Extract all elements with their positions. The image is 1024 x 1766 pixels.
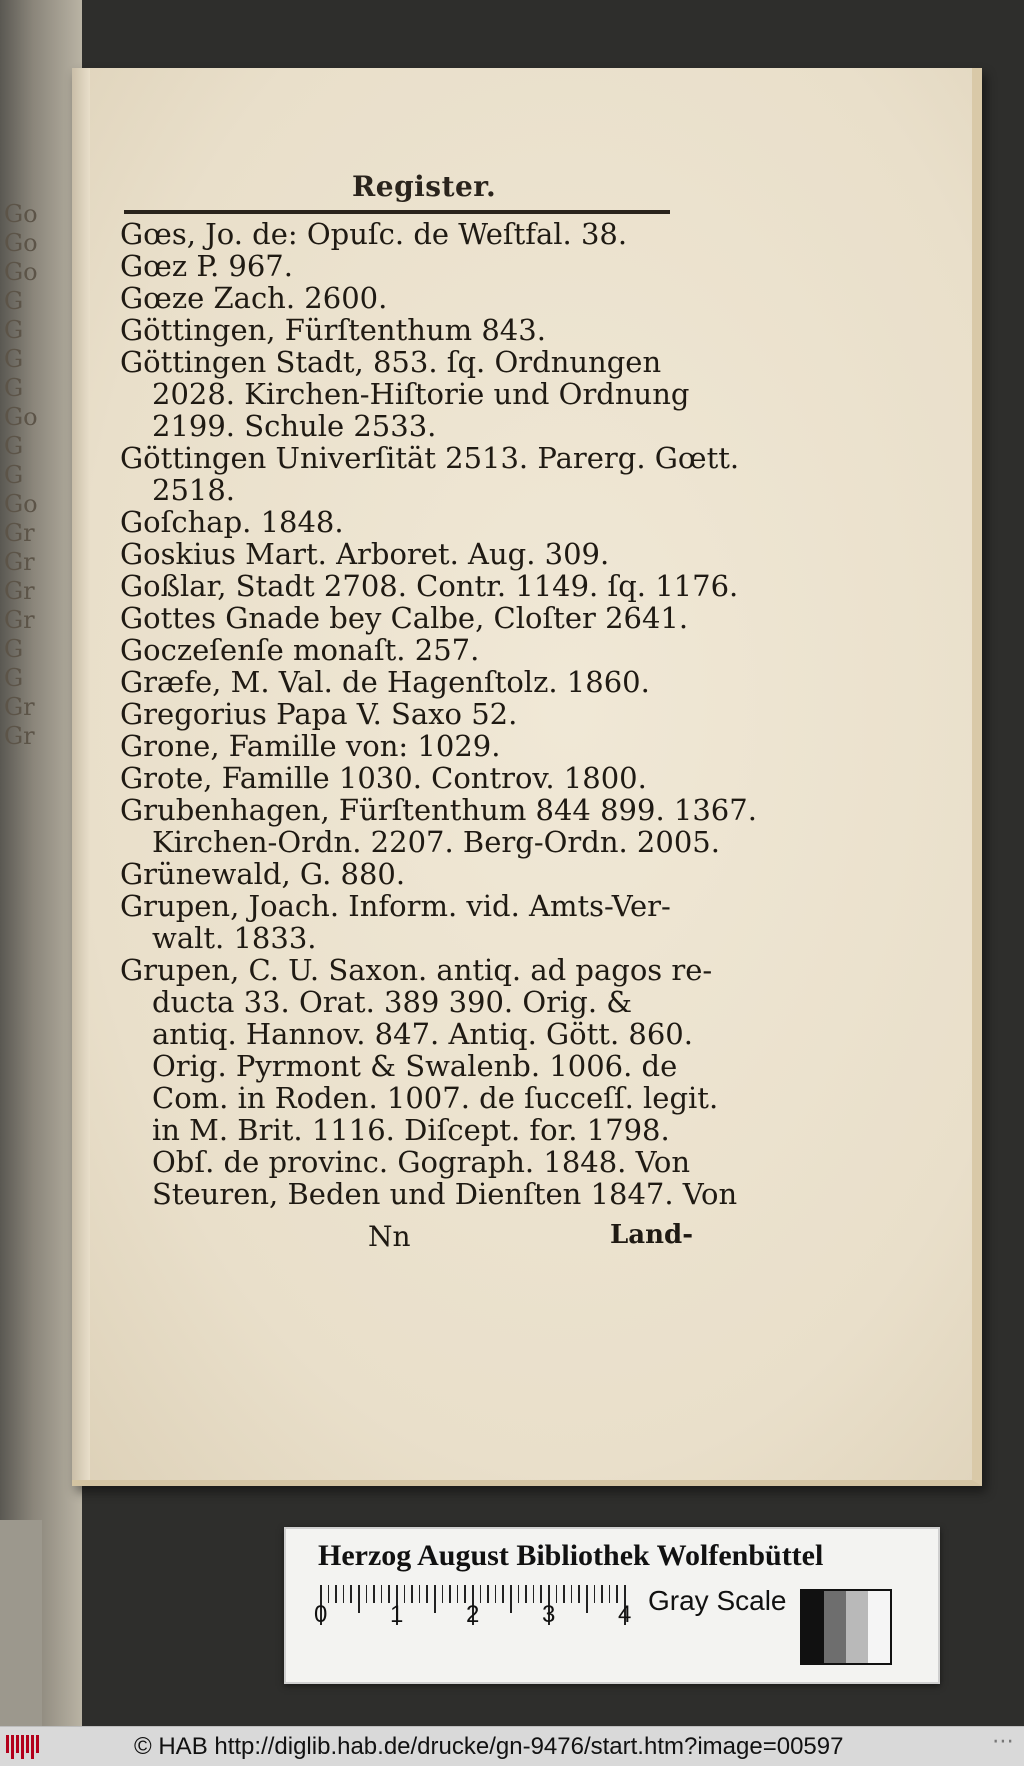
left-page-fragment: G bbox=[4, 316, 24, 344]
entry-line: Grone, Famille von: 1029. bbox=[120, 729, 501, 763]
ruler-tick bbox=[381, 1585, 383, 1603]
logo-bar bbox=[6, 1735, 9, 1753]
ruler-tick bbox=[518, 1585, 520, 1603]
entry-continuation-line: Steuren, Beden und Dienſten 1847. Von bbox=[152, 1177, 738, 1211]
entry-line: Grote, Famille 1030. Controv. 1800. bbox=[120, 761, 647, 795]
left-page-fragment: Go bbox=[4, 200, 38, 228]
entry-line: Grubenhagen, Fürſtenthum 844 899. 1367. bbox=[120, 793, 757, 827]
gray-patch bbox=[846, 1591, 868, 1663]
register-entry bbox=[120, 569, 739, 603]
gray-patch bbox=[802, 1591, 824, 1663]
ruler-tick bbox=[419, 1585, 421, 1603]
register-entry bbox=[120, 506, 680, 538]
ruler-tick bbox=[457, 1585, 459, 1603]
ruler-tick bbox=[358, 1585, 360, 1613]
entry-line: Gregorius Papa V. Saxo 52. bbox=[120, 697, 518, 731]
entry-line: Goſchap. 1848. bbox=[120, 505, 344, 539]
register-entry bbox=[120, 538, 680, 570]
entry-line: Gœs, Jo. de: Opuſc. de Weſtfal. 38. bbox=[120, 217, 628, 251]
register-entry bbox=[120, 250, 680, 282]
ruler-tick bbox=[510, 1585, 512, 1613]
ruler-tick bbox=[601, 1585, 603, 1603]
ruler-tick bbox=[487, 1585, 489, 1603]
gray-patches bbox=[800, 1589, 892, 1665]
entry-line: Goßlar, Stadt 2708. Contr. 1149. ſq. 1176. bbox=[120, 569, 739, 603]
left-page-fragment: G bbox=[4, 432, 24, 460]
register-entry bbox=[120, 698, 680, 730]
logo-bar bbox=[31, 1735, 34, 1759]
logo-bar bbox=[26, 1735, 29, 1753]
left-page-fragment: Go bbox=[4, 403, 38, 431]
entry-line: Göttingen Stadt, 853. ſq. Ordnungen bbox=[120, 345, 662, 379]
entry-line: Gœze Zach. 2600. bbox=[120, 281, 388, 315]
entry-line: Goczeſenſe monaſt. 257. bbox=[120, 633, 480, 667]
left-page-fragment: G bbox=[4, 664, 24, 692]
ruler-tick bbox=[449, 1585, 451, 1603]
catchword: Land- bbox=[610, 1220, 694, 1250]
entry-continuation-line: Kirchen-Ordn. 2207. Berg-Ordn. 2005. bbox=[152, 825, 720, 859]
register-entry bbox=[120, 601, 689, 635]
ruler-tick bbox=[525, 1585, 527, 1603]
page-gutter bbox=[72, 68, 90, 1480]
entry-continuation-line: 2518. bbox=[152, 473, 236, 507]
entry-line: Græfe, M. Val. de Hagenſtolz. 1860. bbox=[120, 665, 650, 699]
ruler-tick bbox=[411, 1585, 413, 1603]
entry-line: Gœz P. 967. bbox=[120, 249, 293, 283]
ruler-tick bbox=[480, 1585, 482, 1603]
left-page-text-fragments bbox=[0, 200, 46, 1000]
entry-continuation-line: Orig. Pyrmont & Swalenb. 1006. de bbox=[152, 1049, 678, 1083]
logo-bar bbox=[16, 1735, 19, 1753]
gray-patch bbox=[868, 1591, 890, 1663]
left-page-fragment: Gr bbox=[4, 548, 35, 576]
register-entry bbox=[120, 441, 740, 507]
ruler-tick bbox=[533, 1585, 535, 1603]
ruler-tick bbox=[502, 1585, 504, 1603]
ruler-tick bbox=[366, 1585, 368, 1603]
entry-line: Goskius Mart. Arboret. Aug. 309. bbox=[120, 537, 610, 571]
ruler-number: 4 bbox=[618, 1601, 632, 1628]
left-page-fragment: Gr bbox=[4, 693, 35, 721]
entry-line: Grünewald, G. 880. bbox=[120, 857, 406, 891]
more-icon[interactable]: ⋯ bbox=[992, 1729, 1014, 1754]
left-page-fragment: G bbox=[4, 461, 24, 489]
register-entry bbox=[120, 730, 680, 762]
entry-continuation-line: ducta 33. Orat. 389 390. Orig. & bbox=[152, 985, 633, 1019]
register-entry bbox=[120, 762, 680, 794]
calibration-card bbox=[284, 1527, 940, 1684]
left-page-fragment: Go bbox=[4, 258, 38, 286]
book-page bbox=[72, 68, 982, 1486]
entry-continuation-line: walt. 1833. bbox=[152, 921, 317, 955]
left-page-fragment: G bbox=[4, 635, 24, 663]
entry-line: Göttingen Univerſität 2513. Parerg. Gœtt. bbox=[120, 441, 740, 475]
left-page-fragment: Gr bbox=[4, 722, 35, 750]
ruler-tick bbox=[571, 1585, 573, 1603]
left-page-fragment: G bbox=[4, 374, 24, 402]
ruler-tick bbox=[328, 1585, 330, 1603]
grayscale-label: Gray Scale bbox=[648, 1585, 787, 1616]
head-rule bbox=[124, 210, 670, 214]
register-entry bbox=[120, 890, 680, 954]
ruler-number: 2 bbox=[466, 1601, 480, 1628]
footer-bar bbox=[0, 1726, 1024, 1766]
entry-continuation-line: Obſ. de provinc. Gograph. 1848. Von bbox=[152, 1145, 691, 1179]
ruler-tick bbox=[495, 1585, 497, 1603]
register-entry bbox=[120, 314, 680, 346]
logo-bar bbox=[21, 1735, 24, 1759]
entry-line: Göttingen, Fürſtenthum 843. bbox=[120, 313, 546, 347]
footer-url[interactable]: © HAB http://diglib.hab.de/drucke/gn-9476/start.htm?image=00597 bbox=[134, 1733, 844, 1760]
ruler-tick bbox=[563, 1585, 565, 1603]
ruler-tick bbox=[373, 1585, 375, 1603]
ruler-tick bbox=[594, 1585, 596, 1603]
register-entry bbox=[120, 634, 680, 666]
hab-logo-icon bbox=[6, 1735, 44, 1759]
binding-label bbox=[0, 1520, 42, 1726]
register-entry bbox=[120, 953, 738, 1211]
register-entry bbox=[120, 666, 680, 698]
entry-line: Grupen, Joach. Inform. vid. Amts-Ver- bbox=[120, 889, 671, 923]
entry-continuation-line: 2199. Schule 2533. bbox=[152, 409, 437, 443]
left-page-fragment: Gr bbox=[4, 519, 35, 547]
logo-bar bbox=[36, 1735, 39, 1753]
left-page-fragment: Go bbox=[4, 490, 38, 518]
ruler-number: 1 bbox=[390, 1601, 404, 1628]
ruler-tick bbox=[586, 1585, 588, 1613]
left-page-fragment: G bbox=[4, 345, 24, 373]
ruler-tick bbox=[404, 1585, 406, 1603]
ruler-number: 0 bbox=[314, 1601, 328, 1628]
register-entry bbox=[120, 345, 690, 443]
ruler-tick bbox=[335, 1585, 337, 1603]
ruler-tick bbox=[578, 1585, 580, 1603]
left-page-fragment: G bbox=[4, 287, 24, 315]
entry-line: Grupen, C. U. Saxon. antiq. ad pagos re- bbox=[120, 953, 713, 987]
card-title: Herzog August Bibliothek Wolfenbüttel bbox=[318, 1539, 824, 1572]
ruler-tick bbox=[343, 1585, 345, 1603]
ruler-tick bbox=[426, 1585, 428, 1603]
entry-line: Gottes Gnade bey Calbe, Cloſter 2641. bbox=[120, 601, 689, 635]
running-head: Register. bbox=[352, 170, 497, 203]
entry-continuation-line: antiq. Hannov. 847. Antiq. Gött. 860. bbox=[152, 1017, 693, 1051]
logo-bar bbox=[11, 1735, 14, 1759]
ruler-tick bbox=[556, 1585, 558, 1603]
entry-continuation-line: Com. in Roden. 1007. de ſucceſſ. legit. bbox=[152, 1081, 719, 1115]
ruler-tick bbox=[609, 1585, 611, 1603]
entry-continuation-line: 2028. Kirchen-Hiſtorie und Ordnung bbox=[152, 377, 690, 411]
left-page-fragment: Gr bbox=[4, 577, 35, 605]
register-entry bbox=[120, 793, 757, 859]
ruler-number: 3 bbox=[542, 1601, 556, 1628]
ruler-tick bbox=[350, 1585, 352, 1603]
left-page-fragment: Gr bbox=[4, 606, 35, 634]
register-entry bbox=[120, 858, 680, 890]
gray-patch bbox=[824, 1591, 846, 1663]
ruler-tick bbox=[434, 1585, 436, 1613]
signature-mark: Nn bbox=[368, 1220, 411, 1253]
register-entries bbox=[120, 217, 757, 1211]
left-page-fragment: Go bbox=[4, 229, 38, 257]
register-entry bbox=[120, 218, 680, 250]
register-entry bbox=[120, 282, 680, 314]
entry-continuation-line: in M. Brit. 1116. Diſcept. for. 1798. bbox=[152, 1113, 670, 1147]
ruler-tick bbox=[442, 1585, 444, 1603]
